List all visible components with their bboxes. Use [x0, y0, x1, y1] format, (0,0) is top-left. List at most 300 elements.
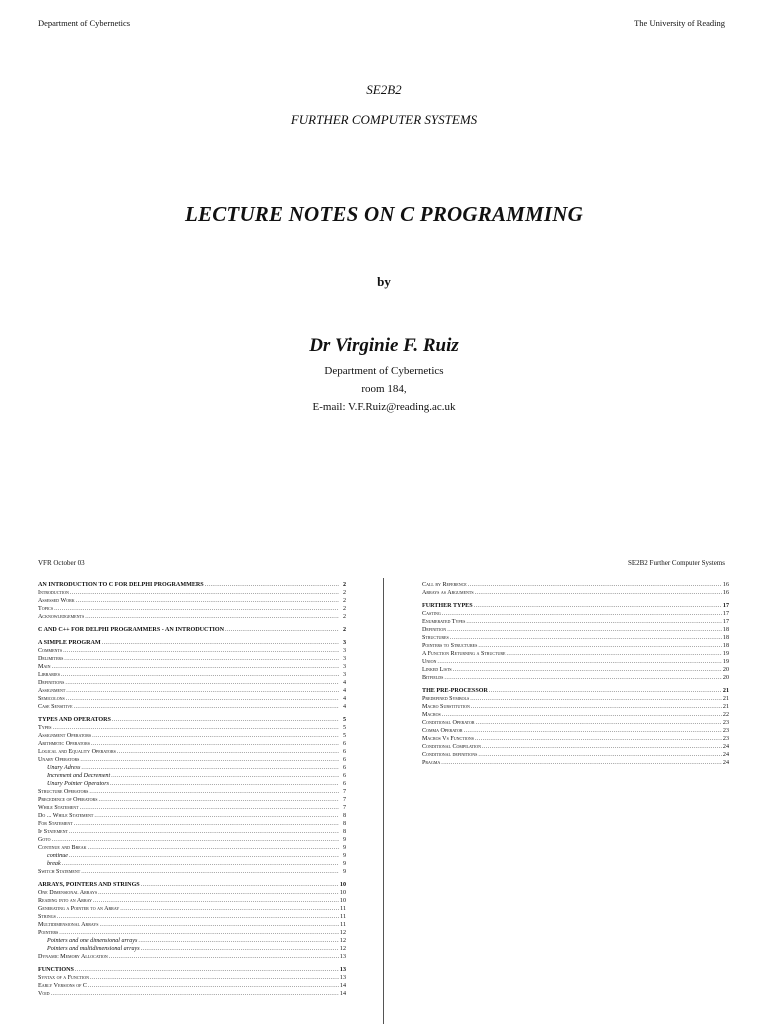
- toc-entry[interactable]: [38, 889, 346, 897]
- toc-page-number: 14: [339, 983, 346, 989]
- toc-group: [38, 581, 346, 621]
- toc-page-number: 7: [342, 797, 346, 803]
- toc-entry[interactable]: [422, 743, 729, 751]
- toc-page-number: 11: [340, 914, 346, 920]
- toc-entry[interactable]: [38, 860, 346, 868]
- toc-entry[interactable]: [422, 759, 729, 767]
- toc-leader-dots: [442, 610, 722, 618]
- toc-entry-label: Comma Operator: [422, 728, 463, 734]
- course-name: FURTHER COMPUTER SYSTEMS: [290, 112, 478, 127]
- toc-leader-dots: [478, 751, 722, 759]
- toc-page-number: 8: [342, 829, 346, 835]
- toc-group: [422, 602, 729, 682]
- toc-leader-dots: [54, 605, 339, 613]
- toc-entry[interactable]: [38, 844, 346, 852]
- toc-page-number: 9: [342, 861, 346, 867]
- toc-entry-label: Arithmetic Operators: [38, 741, 91, 747]
- toc-leader-dots: [52, 663, 339, 671]
- toc-entry-label: AN INTRODUCTION TO C FOR DELPHI PROGRAMMERS: [38, 582, 204, 588]
- toc-section-entry[interactable]: [38, 881, 346, 889]
- toc-page-number: 10: [339, 890, 346, 896]
- toc-page-number: 7: [342, 805, 346, 811]
- toc-entry-label: Union: [422, 659, 437, 665]
- toc-entry[interactable]: [422, 589, 729, 597]
- toc-leader-dots: [74, 703, 339, 711]
- toc-entry-label: While Statement: [38, 805, 79, 811]
- toc-section-entry[interactable]: [38, 716, 346, 724]
- toc-entry-label: Precedence of Operators: [38, 797, 98, 803]
- toc-page-number: 13: [339, 954, 346, 960]
- toc-leader-dots: [64, 655, 339, 663]
- toc-entry-label: ARRAYS, POINTERS AND STRINGS: [38, 882, 140, 888]
- toc-entry-label: Case Sensitive: [38, 704, 73, 710]
- toc-leader-dots: [138, 937, 339, 945]
- toc-section-entry[interactable]: [38, 581, 346, 589]
- toc-section-entry[interactable]: [422, 687, 729, 695]
- toc-entry[interactable]: [38, 913, 346, 921]
- course-code: SE2B2: [366, 82, 402, 97]
- toc-entry-label: Macros Vs Functions: [422, 736, 474, 742]
- toc-entry[interactable]: [38, 868, 346, 876]
- toc-entry-label: Increment and Decrement: [47, 773, 111, 779]
- toc-entry[interactable]: [38, 647, 346, 655]
- toc-leader-dots: [63, 647, 339, 655]
- toc-leader-dots: [66, 695, 339, 703]
- toc-entry-label: Delimiters: [38, 656, 64, 662]
- toc-entry-label: Arrays as Arguments: [422, 590, 474, 596]
- toc-entry[interactable]: [38, 772, 346, 780]
- toc-entry[interactable]: [38, 724, 346, 732]
- toc-entry-label: Continue and Break: [38, 845, 87, 851]
- toc-page-number: 5: [342, 717, 346, 723]
- toc-entry-label: TYPES AND OPERATORS: [38, 717, 111, 723]
- toc-entry[interactable]: [422, 626, 729, 634]
- toc-entry-label: If Statement: [38, 829, 68, 835]
- toc-leader-dots: [88, 844, 339, 852]
- toc-group: [38, 881, 346, 961]
- toc-leader-dots: [466, 618, 722, 626]
- toc-page-number: 8: [342, 821, 346, 827]
- toc-entry-label: Pointers to Structures: [422, 643, 478, 649]
- toc-entry-label: Syntax of a Function: [38, 975, 90, 981]
- toc-entry[interactable]: [38, 748, 346, 756]
- toc-leader-dots: [475, 589, 722, 597]
- toc-entry-label: Acknowledgements: [38, 614, 85, 620]
- toc-entry[interactable]: [422, 727, 729, 735]
- toc-page-number: 2: [342, 582, 346, 588]
- toc-page-number: 23: [722, 736, 729, 742]
- toc-page-number: 21: [722, 688, 729, 694]
- toc-entry-label: Switch Statement: [38, 869, 81, 875]
- toc-entry-label: Assignment: [38, 688, 66, 694]
- toc-page-number: 12: [339, 946, 346, 952]
- toc-page-number: 16: [722, 582, 729, 588]
- toc-entry-label: Multidimensional Arrays: [38, 922, 99, 928]
- toc-page-number: 22: [722, 712, 729, 718]
- toc-leader-dots: [141, 945, 339, 953]
- toc-leader-dots: [437, 658, 722, 666]
- toc-leader-dots: [464, 727, 722, 735]
- toc-entry[interactable]: [422, 642, 729, 650]
- toc-entry[interactable]: [38, 982, 346, 990]
- toc-entry-label: Conditional definitions: [422, 752, 478, 758]
- toc-leader-dots: [225, 626, 339, 634]
- toc-entry[interactable]: [422, 658, 729, 666]
- toc-page-number: 6: [342, 757, 346, 763]
- toc-leader-dots: [453, 666, 722, 674]
- toc-entry-label: Conditional Compilation: [422, 744, 481, 750]
- toc-entry[interactable]: [38, 820, 346, 828]
- toc-page-number: 2: [342, 606, 346, 612]
- toc-group: [38, 966, 346, 998]
- toc-leader-dots: [85, 613, 339, 621]
- toc-page-number: 11: [340, 922, 346, 928]
- toc-entry-label: Introduction: [38, 590, 69, 596]
- toc-page-number: 18: [722, 635, 729, 641]
- toc-entry[interactable]: [38, 953, 346, 961]
- toc-entry-label: Libraries: [38, 672, 60, 678]
- toc-entry[interactable]: [38, 679, 346, 687]
- page-footer-left: VFR October 03: [38, 559, 85, 567]
- toc-entry-label: Dynamic Memory Allocation: [38, 954, 108, 960]
- author-email: E-mail: V.F.Ruiz@reading.ac.uk: [312, 401, 456, 413]
- toc-entry[interactable]: [38, 663, 346, 671]
- toc-leader-dots: [57, 913, 339, 921]
- toc-entry[interactable]: [38, 905, 346, 913]
- toc-page-number: 6: [342, 765, 346, 771]
- toc-entry[interactable]: [38, 828, 346, 836]
- toc-leader-dots: [69, 828, 339, 836]
- toc-leader-dots: [112, 716, 339, 724]
- toc-leader-dots: [205, 581, 339, 589]
- toc-page-number: 10: [339, 898, 346, 904]
- toc-section-entry[interactable]: [422, 602, 729, 610]
- toc-entry[interactable]: [38, 597, 346, 605]
- toc-page-number: 4: [342, 696, 346, 702]
- toc-leader-dots: [53, 724, 339, 732]
- toc-page-number: 2: [342, 627, 346, 633]
- toc-leader-dots: [90, 974, 339, 982]
- toc-page-number: 21: [722, 704, 729, 710]
- toc-entry[interactable]: [38, 990, 346, 998]
- toc-leader-dots: [92, 732, 339, 740]
- toc-entry-label: Pointers and multidimensional arrays: [47, 946, 140, 952]
- toc-entry-label: For Statement: [38, 821, 73, 827]
- toc-entry-label: Bitfields: [422, 675, 444, 681]
- toc-entry[interactable]: [422, 618, 729, 626]
- toc-entry-label: Casting: [422, 611, 441, 617]
- toc-section-entry[interactable]: [38, 626, 346, 634]
- toc-entry[interactable]: [422, 666, 729, 674]
- toc-entry-label: Linked Lists: [422, 667, 452, 673]
- toc-page-number: 6: [342, 749, 346, 755]
- toc-page-number: 9: [342, 845, 346, 851]
- toc-group: [422, 581, 729, 597]
- toc-page-number: 4: [342, 688, 346, 694]
- toc-entry[interactable]: [38, 756, 346, 764]
- toc-page-number: 3: [342, 648, 346, 654]
- toc-page-number: 9: [342, 853, 346, 859]
- toc-leader-dots: [506, 650, 721, 658]
- toc-leader-dots: [59, 929, 339, 937]
- toc-entry-label: Conditional Operator: [422, 720, 475, 726]
- toc-leader-dots: [51, 990, 339, 998]
- toc-entry-label: Strings: [38, 914, 56, 920]
- toc-entry-label: Unary Adress: [47, 765, 81, 771]
- toc-leader-dots: [482, 743, 722, 751]
- toc-entry-label: Structures: [422, 635, 449, 641]
- toc-leader-dots: [478, 642, 722, 650]
- toc-entry-label: Enumerated Types: [422, 619, 466, 625]
- toc-entry[interactable]: [38, 812, 346, 820]
- toc-entry-label: FURTHER TYPES: [422, 603, 473, 609]
- toc-entry-label: Do ... While Statement: [38, 813, 94, 819]
- toc-entry[interactable]: [38, 929, 346, 937]
- toc-entry-label: One Dimensional Arrays: [38, 890, 98, 896]
- toc-entry-label: Main: [38, 664, 51, 670]
- by-line: by: [377, 274, 391, 289]
- toc-leader-dots: [80, 756, 339, 764]
- toc-section-entry[interactable]: [38, 639, 346, 647]
- toc-page-number: 17: [722, 611, 729, 617]
- toc-leader-dots: [98, 889, 339, 897]
- toc-entry[interactable]: [38, 852, 346, 860]
- toc-page-number: 23: [722, 720, 729, 726]
- toc-page-number: 18: [722, 643, 729, 649]
- toc-page-number: 5: [342, 733, 346, 739]
- toc-page-number: 9: [342, 869, 346, 875]
- toc-page-number: 10: [339, 882, 346, 888]
- toc-leader-dots: [441, 759, 722, 767]
- toc-leader-dots: [81, 764, 339, 772]
- toc-entry-label: Logical and Equality Operators: [38, 749, 116, 755]
- toc-entry-label: A Function Returning a Structure: [422, 651, 506, 657]
- toc-entry-label: Definition: [422, 627, 447, 633]
- toc-entry-label: Pointers: [38, 930, 59, 936]
- toc-entry-label: Assignment Operators: [38, 733, 92, 739]
- toc-group: [422, 687, 729, 767]
- toc-entry[interactable]: [422, 581, 729, 589]
- toc-leader-dots: [110, 780, 339, 788]
- toc-leader-dots: [447, 626, 722, 634]
- author-name: Dr Virginie F. Ruiz: [309, 335, 459, 356]
- toc-entry[interactable]: [422, 674, 729, 682]
- author-department: Department of Cybernetics: [324, 365, 444, 377]
- toc-leader-dots: [475, 735, 722, 743]
- toc-entry-label: Macros: [422, 712, 441, 718]
- document-title: LECTURE NOTES ON C PROGRAMMING: [184, 202, 584, 226]
- toc-leader-dots: [450, 634, 722, 642]
- toc-entry[interactable]: [422, 634, 729, 642]
- toc-entry[interactable]: [38, 788, 346, 796]
- toc-page-number: 20: [722, 675, 729, 681]
- toc-page-number: 9: [342, 837, 346, 843]
- toc-page-number: 3: [342, 672, 346, 678]
- toc-leader-dots: [94, 812, 339, 820]
- toc-entry[interactable]: [422, 735, 729, 743]
- toc-entry[interactable]: [38, 732, 346, 740]
- toc-entry-label: THE PRE-PROCESSOR: [422, 688, 488, 694]
- toc-right-column: [422, 581, 729, 772]
- toc-leader-dots: [75, 966, 339, 974]
- toc-page-number: 5: [342, 725, 346, 731]
- toc-page-number: 24: [722, 760, 729, 766]
- toc-leader-dots: [489, 687, 722, 695]
- toc-page-number: 2: [342, 598, 346, 604]
- toc-entry-label: Definitions: [38, 680, 65, 686]
- toc-column-divider: [383, 578, 384, 1024]
- toc-leader-dots: [117, 748, 339, 756]
- toc-entry[interactable]: [38, 671, 346, 679]
- toc-entry-label: Comments: [38, 648, 63, 654]
- toc-leader-dots: [109, 953, 339, 961]
- toc-leader-dots: [98, 796, 339, 804]
- toc-section-entry[interactable]: [38, 966, 346, 974]
- toc-entry-label: Assessed Work: [38, 598, 75, 604]
- toc-page-number: 3: [342, 664, 346, 670]
- toc-entry[interactable]: [38, 780, 346, 788]
- toc-leader-dots: [61, 671, 339, 679]
- toc-leader-dots: [102, 639, 339, 647]
- toc-entry[interactable]: [38, 836, 346, 844]
- toc-entry-label: Early Versions of C: [38, 983, 87, 989]
- toc-entry[interactable]: [38, 974, 346, 982]
- toc-entry-label: Unary Operators: [38, 757, 80, 763]
- toc-leader-dots: [74, 820, 339, 828]
- page-header-right: The University of Reading: [634, 18, 725, 28]
- toc-leader-dots: [476, 719, 722, 727]
- toc-page-number: 12: [339, 930, 346, 936]
- toc-entry[interactable]: [422, 703, 729, 711]
- page-footer-right: SE2B2 Further Computer Systems: [627, 559, 725, 567]
- toc-entry[interactable]: [38, 655, 346, 663]
- toc-leader-dots: [91, 740, 339, 748]
- author-room: room 184,: [361, 383, 407, 395]
- toc-entry[interactable]: [38, 703, 346, 711]
- toc-page-number: 21: [722, 696, 729, 702]
- toc-entry[interactable]: [422, 719, 729, 727]
- toc-leader-dots: [111, 772, 339, 780]
- toc-entry-label: FUNCTIONS: [38, 967, 74, 973]
- toc-group: [38, 626, 346, 634]
- toc-leader-dots: [444, 674, 722, 682]
- toc-leader-dots: [468, 581, 722, 589]
- toc-group: [38, 639, 346, 711]
- toc-entry-label: Void: [38, 991, 50, 997]
- toc-page-number: 20: [722, 667, 729, 673]
- toc-page-number: 14: [339, 991, 346, 997]
- toc-entry-label: break: [47, 861, 61, 867]
- toc-entry[interactable]: [422, 711, 729, 719]
- toc-entry[interactable]: [38, 796, 346, 804]
- toc-page-number: 6: [342, 781, 346, 787]
- toc-page-number: 2: [342, 614, 346, 620]
- toc-entry[interactable]: [38, 897, 346, 905]
- toc-entry[interactable]: [38, 613, 346, 621]
- toc-entry[interactable]: [38, 945, 346, 953]
- toc-entry-label: Pragma: [422, 760, 441, 766]
- toc-leader-dots: [471, 703, 722, 711]
- toc-leader-dots: [80, 804, 339, 812]
- toc-entry-label: Topics: [38, 606, 54, 612]
- toc-entry-label: Predefined Symbols: [422, 696, 470, 702]
- toc-page-number: 3: [342, 656, 346, 662]
- toc-page-number: 8: [342, 813, 346, 819]
- toc-entry[interactable]: [38, 740, 346, 748]
- toc-leader-dots: [65, 679, 339, 687]
- toc-leader-dots: [76, 597, 339, 605]
- toc-entry[interactable]: [38, 937, 346, 945]
- toc-entry[interactable]: [38, 687, 346, 695]
- toc-entry[interactable]: [38, 921, 346, 929]
- toc-page-number: 13: [339, 967, 346, 973]
- toc-entry-label: Pointers and one dimensional arrays: [47, 938, 138, 944]
- toc-page-number: 17: [722, 619, 729, 625]
- toc-entry-label: Goto: [38, 837, 51, 843]
- toc-page-number: 18: [722, 627, 729, 633]
- toc-entry[interactable]: [38, 695, 346, 703]
- toc-page-number: 23: [722, 728, 729, 734]
- toc-leader-dots: [52, 836, 339, 844]
- toc-entry-label: Generating a Pointer to an Array: [38, 906, 120, 912]
- toc-page-number: 11: [340, 906, 346, 912]
- toc-leader-dots: [89, 788, 339, 796]
- toc-leader-dots: [88, 982, 339, 990]
- toc-entry[interactable]: [422, 610, 729, 618]
- toc-page-number: 19: [722, 659, 729, 665]
- toc-entry-label: Call by Reference: [422, 582, 467, 588]
- toc-entry[interactable]: [38, 605, 346, 613]
- toc-page-number: 19: [722, 651, 729, 657]
- toc-page-number: 2: [342, 590, 346, 596]
- toc-entry-label: Macro Substitution: [422, 704, 470, 710]
- toc-page-number: 17: [722, 603, 729, 609]
- toc-leader-dots: [470, 695, 722, 703]
- toc-page-number: 6: [342, 773, 346, 779]
- toc-page-number: 16: [722, 590, 729, 596]
- toc-leader-dots: [120, 905, 339, 913]
- toc-entry-label: A SIMPLE PROGRAM: [38, 640, 101, 646]
- toc-leader-dots: [100, 921, 340, 929]
- toc-page-number: 7: [342, 789, 346, 795]
- toc-leader-dots: [93, 897, 339, 905]
- toc-entry-label: Types: [38, 725, 52, 731]
- toc-leader-dots: [70, 589, 339, 597]
- toc-entry-label: Unary Pointer Operators: [47, 781, 109, 787]
- toc-page-number: 3: [342, 640, 346, 646]
- toc-entry[interactable]: [38, 764, 346, 772]
- toc-entry-label: Structure Operators: [38, 789, 89, 795]
- toc-leader-dots: [442, 711, 722, 719]
- toc-left-column: [38, 581, 346, 1003]
- toc-leader-dots: [474, 602, 722, 610]
- toc-entry-label: Semicolons: [38, 696, 65, 702]
- toc-leader-dots: [81, 868, 339, 876]
- toc-entry-label: Reading into an Array: [38, 898, 93, 904]
- toc-entry[interactable]: [38, 589, 346, 597]
- toc-group: [38, 716, 346, 876]
- toc-leader-dots: [69, 852, 339, 860]
- toc-leader-dots: [62, 860, 339, 868]
- toc-entry[interactable]: [422, 695, 729, 703]
- toc-leader-dots: [66, 687, 339, 695]
- toc-entry[interactable]: [38, 804, 346, 812]
- toc-leader-dots: [141, 881, 339, 889]
- toc-entry[interactable]: [422, 650, 729, 658]
- toc-entry[interactable]: [422, 751, 729, 759]
- toc-page-number: 24: [722, 752, 729, 758]
- toc-entry-label: C AND C++ FOR DELPHI PROGRAMMERS - AN INTRODUCTION: [38, 627, 225, 633]
